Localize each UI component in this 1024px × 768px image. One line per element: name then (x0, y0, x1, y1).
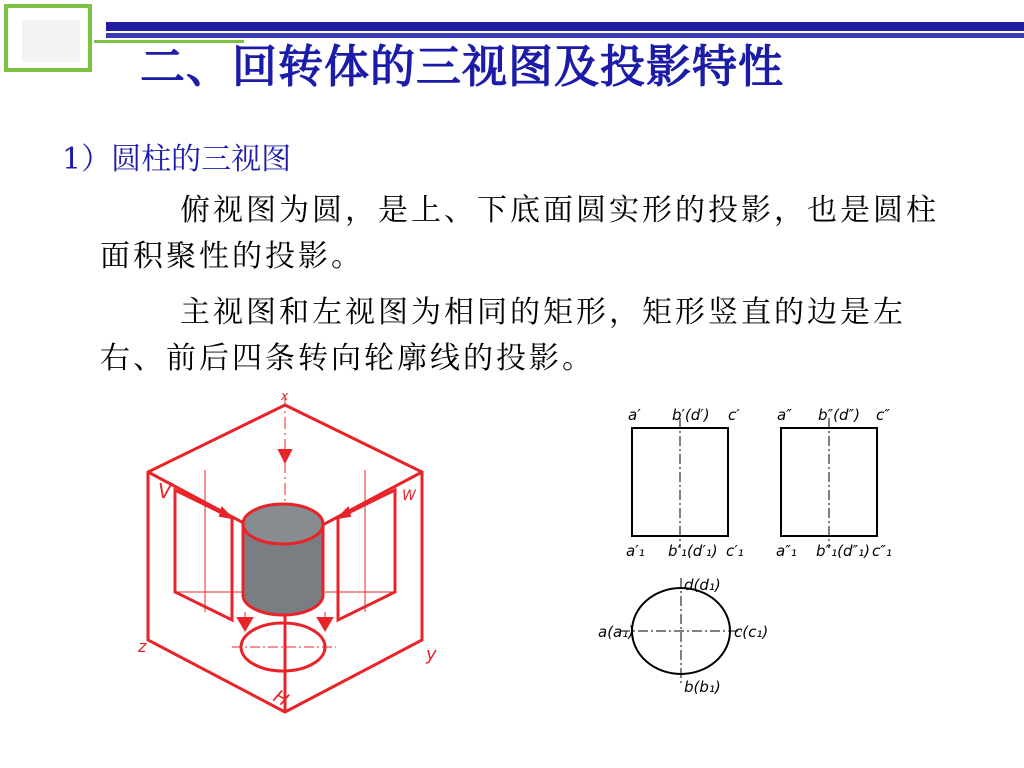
front-label-b1d1: b′₁(d′₁) (668, 542, 718, 560)
top-label-d: d(d₁) (684, 576, 721, 594)
slide-title: 二、回转体的三视图及投影特性 (140, 40, 785, 93)
side-label-a: a″ (777, 406, 792, 424)
front-label-c: c′ (728, 406, 740, 424)
iso-arrow-left (220, 508, 232, 518)
side-label-bd: b″(d″) (818, 406, 860, 424)
iso-label-w: W (402, 488, 416, 504)
iso-arrow-right (338, 508, 350, 518)
top-label-a: a(a₁) (598, 623, 635, 641)
front-label-bd: b′(d′) (672, 406, 710, 424)
iso-arrow-top (279, 450, 291, 462)
paragraph-top-view: 俯视图为圆，是上、下底面圆实形的投影，也是圆柱面积聚性的投影。 (100, 193, 939, 274)
top-label-b: b(b₁) (684, 678, 721, 696)
iso-label-v: V (158, 479, 172, 503)
side-view (776, 406, 892, 560)
side-label-c1: c″₁ (872, 542, 892, 560)
iso-label-x: x (281, 389, 289, 403)
front-label-c1: c′₁ (726, 542, 744, 560)
iso-cylinder (243, 504, 323, 615)
paragraph-front-side-view: 主视图和左视图为相同的矩形，矩形竖直的边是左右、前后四条转向轮廓线的投影。 (100, 295, 906, 376)
side-label-a1: a″₁ (776, 542, 797, 560)
side-label-b1d1: b″₁(d″₁) (816, 542, 870, 560)
section-subtitle: 1）圆柱的三视图 (62, 142, 292, 177)
iso-label-y: y (426, 644, 437, 665)
iso-cylinder-top (243, 504, 323, 544)
iso-label-h: H (269, 686, 292, 712)
top-label-c: c(c₁) (734, 623, 769, 641)
front-label-a: a′ (628, 406, 641, 424)
iso-label-z: z (138, 637, 147, 656)
side-label-c: c″ (876, 406, 890, 424)
front-view (626, 406, 744, 560)
front-label-a1: a′₁ (626, 542, 645, 560)
top-view (598, 576, 768, 696)
